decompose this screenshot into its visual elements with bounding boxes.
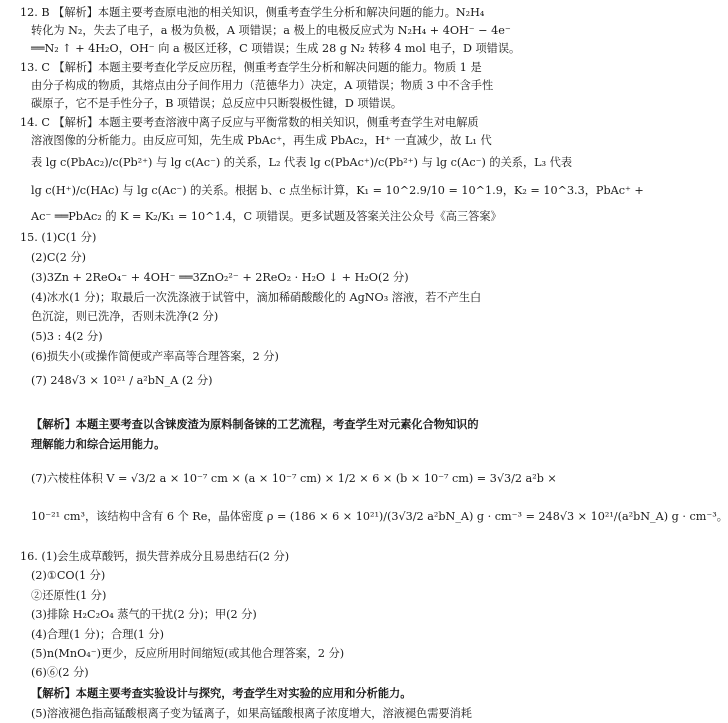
q15-part-7: (7) 248√3 × 10²¹ / a²bN_A (2 分)	[31, 374, 213, 387]
q16-part-6: (6)⑥(2 分)	[31, 666, 89, 679]
q12-line-2: 转化为 N₂，失去了电子，a 极为负极，A 项错误；a 极上的电极反应式为 N₂H₄ + 4OH⁻ − 4e⁻	[31, 24, 511, 37]
q13-line-3: 碳原子，它不是手性分子，B 项错误；总反应中只断裂极性键，D 项错误。	[31, 97, 403, 110]
q16-part-2-1: (2)①CO(1 分)	[31, 569, 106, 582]
q16-part-5: (5)n(MnO₄⁻)更少，反应所用时间缩短(或其他合理答案，2 分)	[31, 647, 345, 660]
q16-analysis-line-1: 【解析】本题主要考查实验设计与探究，考查学生对实验的应用和分析能力。	[31, 686, 412, 700]
q16-part-1: 16. (1)会生成草酸钙，损失营养成分且易患结石(2 分)	[20, 550, 290, 563]
q12-line-3: ══N₂ ↑ + 4H₂O，OH⁻ 向 a 极区迁移，C 项错误；生成 28 g N₂ 转移 4 mol 电子，D 项错误。	[31, 42, 521, 55]
q15-analysis-calc-1: (7)六棱柱体积 V = √3/2 a × 10⁻⁷ cm × (a × 10⁻⁷ cm) × 1/2 × 6 × (b × 10⁻⁷ cm) = 3√3/2 a²b ×	[31, 472, 557, 485]
q14-line-3: 表 lg c(PbAc₂)/c(Pb²⁺) 与 lg c(Ac⁻) 的关系，L₂ 代表 lg c(PbAc⁺)/c(Pb²⁺) 与 lg c(Ac⁻) 的关系，L₃ 代表	[31, 156, 573, 169]
q16-part-3: (3)排除 H₂C₂O₄ 蒸气的干扰(2 分)；甲(2 分)	[31, 608, 257, 621]
q15-part-2: (2)C(2 分)	[31, 251, 86, 264]
q15-analysis-line-1: 【解析】本题主要考查以含铼废渣为原料制备铼的工艺流程，考查学生对元素化合物知识的	[31, 417, 479, 431]
q14-line-1: 14. C 【解析】本题主要考查溶液中离子反应与平衡常数的相关知识，侧重考查学生对电解质	[20, 116, 479, 129]
q15-part-1: 15. (1)C(1 分)	[20, 231, 97, 244]
q14-line-2: 溶液图像的分析能力。由反应可知，先生成 PbAc⁺，再生成 PbAc₂，H⁺ 一直减少，故 L₁ 代	[31, 134, 492, 147]
q15-part-4-line-2: 色沉淀，则已洗净，否则未洗净(2 分)	[31, 310, 219, 323]
q16-analysis-line-2: (5)溶液褪色指高锰酸根离子变为锰离子，如果高锰酸根离子浓度增大，溶液褪色需要消耗	[31, 707, 472, 720]
q12-line-1: 12. B 【解析】本题主要考查原电池的相关知识，侧重考查学生分析和解决问题的能力。N₂H₄	[20, 6, 485, 19]
q15-part-3: (3)3Zn + 2ReO₄⁻ + 4OH⁻ ══3ZnO₂²⁻ + 2ReO₂ · H₂O ↓ + H₂O(2 分)	[31, 271, 409, 284]
q15-part-4-line-1: (4)冰水(1 分)；取最后一次洗涤液于试管中，滴加稀硝酸酸化的 AgNO₃ 溶液，若不产生白	[31, 291, 482, 304]
q16-part-4: (4)合理(1 分)；合理(1 分)	[31, 628, 164, 641]
q13-line-1: 13. C 【解析】本题主要考查化学反应历程，侧重考查学生分析和解决问题的能力。物质 1 是	[20, 61, 482, 74]
q13-line-2: 由分子构成的物质，其熔点由分子间作用力（范德华力）决定，A 项错误；物质 3 中不含手性	[31, 79, 494, 92]
q15-part-6: (6)损失小(或操作简便或产率高等合理答案，2 分)	[31, 350, 279, 363]
q14-line-5: Ac⁻ ══PbAc₂ 的 K = K₂/K₁ = 10^1.4，C 项错误。更多试题及答案关注公众号《高三答案》	[31, 210, 502, 223]
q14-line-4: lg c(H⁺)/c(HAc) 与 lg c(Ac⁻) 的关系。根据 b、c 点坐标计算，K₁ = 10^2.9/10 = 10^1.9，K₂ = 10^3.3，PbAc⁺ +	[31, 184, 644, 197]
q15-analysis-calc-2: 10⁻²¹ cm³，该结构中含有 6 个 Re，晶体密度 ρ = (186 × 6 × 10²¹)/(3√3/2 a²bN_A) g · cm⁻³ = 248√3 × 10²¹/(a²bN_A) g · cm⁻³。	[31, 510, 728, 523]
q15-analysis-line-2: 理解能力和综合运用能力。	[31, 437, 166, 451]
q16-part-2-2: ②还原性(1 分)	[31, 589, 107, 602]
q15-part-5: (5)3 : 4(2 分)	[31, 330, 103, 343]
